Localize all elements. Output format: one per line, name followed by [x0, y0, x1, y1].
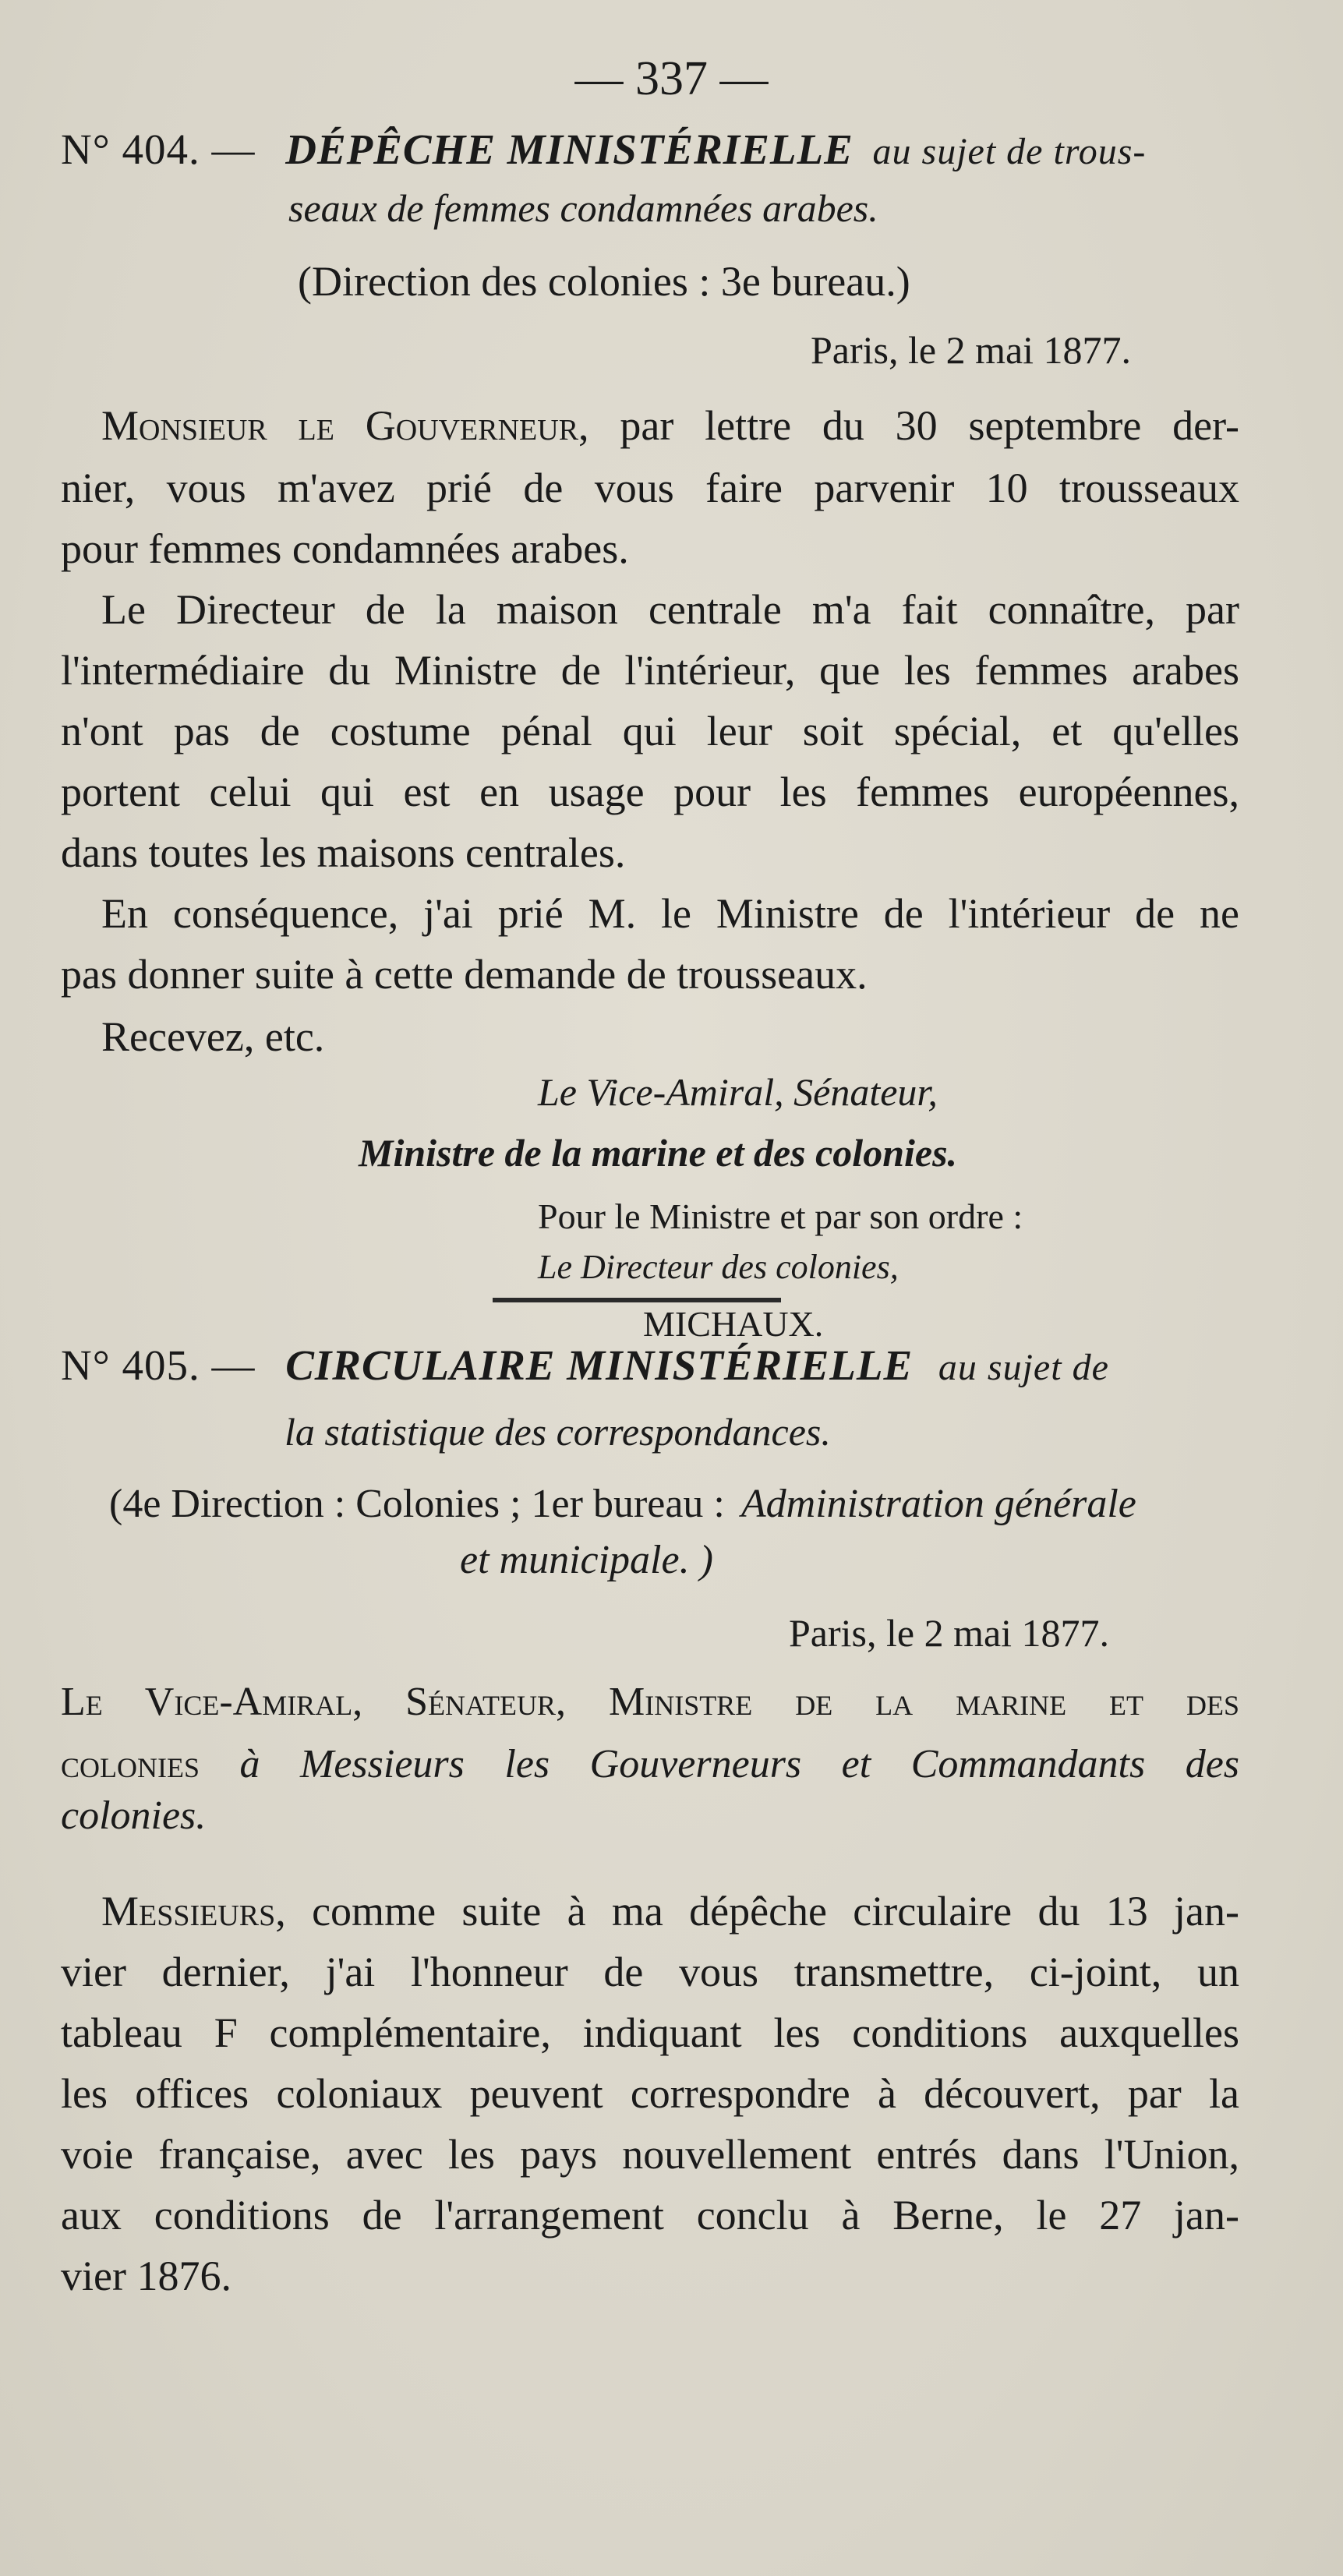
doc405-body-line-1: vier dernier, j'ai l'honneur de vous transmettre, ci-joint, un — [61, 1949, 1239, 1995]
doc404-direction: (Direction des colonies : 3e bureau.) — [298, 258, 910, 305]
doc404-signature-director: Le Directeur des colonies, — [538, 1248, 899, 1286]
doc404-number: N° 404. — — [61, 125, 256, 173]
doc404-salutation: Monsieur le Gouverneur, — [101, 402, 589, 449]
doc405-address-line3: colonies. — [61, 1793, 207, 1838]
doc404-date: Paris, le 2 mai 1877. — [811, 328, 1132, 372]
doc405-direction-italic1: Administration générale — [740, 1482, 1136, 1526]
doc405-body-line-4: voie française, avec les pays nouvellement entrés dans l'Union, — [61, 2131, 1239, 2178]
doc404-body-line-1: nier, vous m'avez prié de vous faire parvenir 10 trousseaux — [61, 465, 1239, 511]
section-divider — [493, 1298, 781, 1302]
doc405-title-line1 — [61, 1341, 1109, 1390]
doc404-body-line-8: En conséquence, j'ai prié M. le Ministre de l'intérieur de ne — [101, 890, 1239, 937]
doc405-body-line-5: aux conditions de l'arrangement conclu à Berne, le 27 jan- — [61, 2192, 1239, 2239]
page-number: — 337 — — [574, 52, 769, 105]
doc404-title-rest: au sujet de trous- — [872, 131, 1147, 172]
doc404-signature-order: Pour le Ministre et par son ordre : — [538, 1196, 1023, 1236]
doc405-body-line-2: tableau F complémentaire, indiquant les conditions auxquelles — [61, 2009, 1239, 2056]
doc405-date: Paris, le 2 mai 1877. — [789, 1611, 1110, 1655]
doc405-address-line1: Le Vice-Amiral, Sénateur, Ministre de la marine et des — [61, 1680, 1239, 1724]
doc405-title-bold: CIRCULAIRE MINISTÉRIELLE — [285, 1341, 914, 1389]
doc404-body-line-3: Le Directeur de la maison centrale m'a fait connaître, par — [101, 586, 1239, 633]
doc404-title-bold: DÉPÊCHE MINISTÉRIELLE — [285, 125, 854, 173]
doc405-title-rest: au sujet de — [938, 1347, 1109, 1388]
doc405-address-recipients: à Messieurs les Gouverneurs et Commandants des — [239, 1742, 1240, 1786]
doc405-body-line-6: vier 1876. — [61, 2253, 231, 2299]
doc404-body-line-4: l'intermédiaire du Ministre de l'intérieur, que les femmes arabes — [61, 647, 1239, 694]
doc404-body-line-6: portent celui qui est en usage pour les femmes européennes, — [61, 769, 1239, 815]
doc404-body-line-10: Recevez, etc. — [101, 1013, 325, 1060]
doc405-salutation: Messieurs, — [101, 1888, 286, 1935]
doc404-body-line-7: dans toutes les maisons centrales. — [61, 829, 626, 876]
doc405-direction-prefix: (4e Direction : Colonies ; 1er bureau : — [109, 1482, 725, 1526]
doc404-signature-title: Le Vice-Amiral, Sénateur, — [538, 1070, 938, 1114]
doc404-signature-name: MICHAUX. — [643, 1304, 824, 1344]
doc405-body-line-0: Messieurs, comme suite à ma dépêche circulaire du 13 jan- — [101, 1888, 1239, 1935]
doc404-title-line2: seaux de femmes condamnées arabes. — [288, 186, 878, 230]
doc404-signature-ministry: Ministre de la marine et des colonies. — [359, 1131, 958, 1175]
doc405-direction-italic2: et municipale. ) — [460, 1538, 713, 1582]
doc405-address-colonies: colonies — [61, 1742, 200, 1786]
doc405-direction-line1 — [109, 1481, 1136, 1527]
doc404-body-line-9: pas donner suite à cette demande de trousseaux. — [61, 951, 868, 998]
doc405-number: N° 405. — — [61, 1341, 256, 1389]
doc404-body-line-5: n'ont pas de costume pénal qui leur soit spécial, et qu'elles — [61, 708, 1239, 754]
doc405-body-line-3: les offices coloniaux peuvent correspondre à découvert, par la — [61, 2070, 1239, 2117]
doc404-title-line1 — [61, 125, 1146, 174]
doc404-body-line-2: pour femmes condamnées arabes. — [61, 525, 629, 572]
doc405-address-line2 — [61, 1733, 1239, 1796]
doc405-title-line2: la statistique des correspondances. — [285, 1410, 831, 1454]
doc404-body-line-0: Monsieur le Gouverneur, par lettre du 30 septembre der- — [101, 402, 1240, 449]
